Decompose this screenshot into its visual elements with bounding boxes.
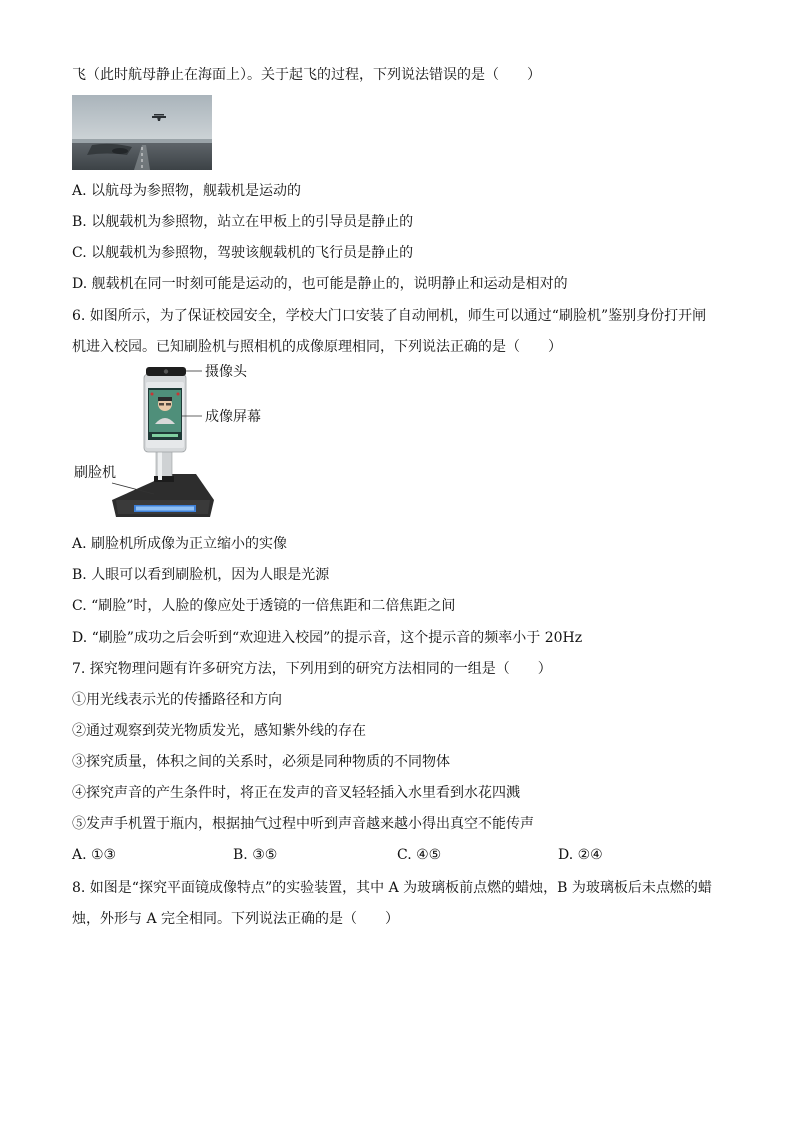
q8-stem-line1: 8. 如图是“探究平面镜成像特点”的实验装置，其中 A 为玻璃板前点燃的蜡烛，B 为玻璃板后未点燃的蜡 (72, 880, 712, 896)
q6-option-c: C. “刷脸”时，人脸的像应处于透镜的一倍焦距和二倍焦距之间 (72, 598, 456, 614)
q6-stem-line1: 6. 如图所示，为了保证校园安全，学校大门口安装了自动闸机，师生可以通过“刷脸机”鉴别身份打开闸 (72, 308, 707, 324)
q7-option-d: D. ②④ (558, 847, 603, 863)
q6-stem-line2: 机进入校园。已知刷脸机与照相机的成像原理相同，下列说法正确的是（ ） (72, 339, 562, 355)
q5-option-d: D. 舰载机在同一时刻可能是运动的，也可能是静止的，说明静止和运动是相对的 (72, 276, 568, 292)
label-machine: 刷脸机 (74, 465, 116, 481)
q6-option-b: B. 人眼可以看到刷脸机，因为人眼是光源 (72, 567, 330, 583)
q7-item-1: ①用光线表示光的传播路径和方向 (72, 692, 282, 708)
q7-option-b: B. ③⑤ (233, 847, 278, 863)
q7-option-a: A. ①③ (72, 847, 117, 863)
q5-stem-tail: 飞（此时航母静止在海面上）。关于起飞的过程，下列说法错误的是（ ） (72, 67, 541, 83)
face-scanner-figure (72, 364, 302, 522)
aircraft-carrier-photo (72, 95, 212, 170)
q5-option-c: C. 以舰载机为参照物，驾驶该舰载机的飞行员是静止的 (72, 245, 414, 261)
q7-item-5: ⑤发声手机置于瓶内，根据抽气过程中听到声音越来越小得出真空不能传声 (72, 816, 534, 832)
q7-option-c: C. ④⑤ (397, 847, 442, 863)
q6-option-a: A. 刷脸机所成像为正立缩小的实像 (72, 536, 288, 552)
q8-stem-line2: 烛，外形与 A 完全相同。下列说法正确的是（ ） (72, 911, 400, 927)
q5-option-a: A. 以航母为参照物，舰载机是运动的 (72, 183, 302, 199)
label-camera: 摄像头 (205, 364, 247, 380)
q7-item-3: ③探究质量，体积之间的关系时，必须是同种物质的不同物体 (72, 754, 450, 770)
q7-stem: 7. 探究物理问题有许多研究方法，下列用到的研究方法相同的一组是（ ） (72, 661, 552, 677)
q5-option-b: B. 以舰载机为参照物，站立在甲板上的引导员是静止的 (72, 214, 414, 230)
q7-item-4: ④探究声音的产生条件时，将正在发声的音叉轻轻插入水里看到水花四溅 (72, 785, 520, 801)
q7-item-2: ②通过观察到荧光物质发光，感知紫外线的存在 (72, 723, 366, 739)
label-screen: 成像屏幕 (205, 409, 261, 425)
q6-option-d: D. “刷脸”成功之后会听到“欢迎进入校园”的提示音，这个提示音的频率小于 20Hz (72, 630, 583, 646)
